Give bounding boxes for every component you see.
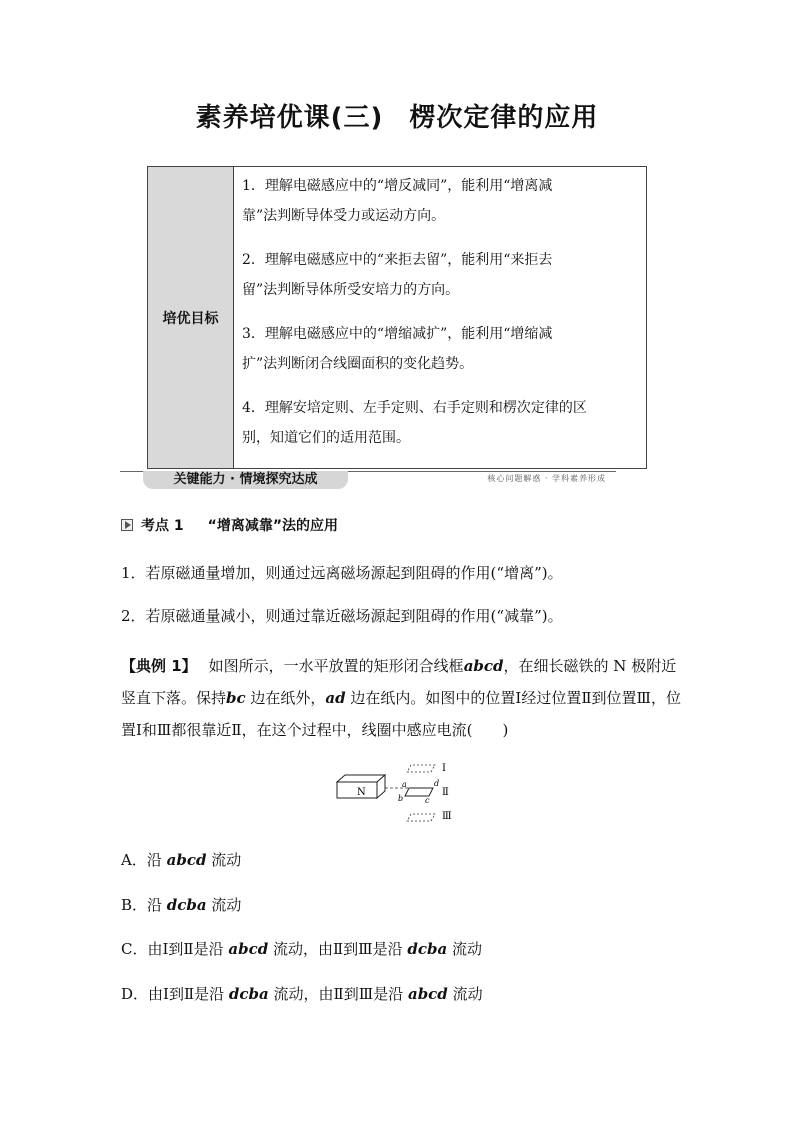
corner-a-label: a (402, 780, 407, 789)
goal-item: 3．理解电磁感应中的“增缩减扩”，能利用“增缩减 扩”法判断闭合线圈面积的变化趋势。 (242, 326, 553, 372)
point-heading (121, 515, 338, 535)
example-text: 【典例 1】 如图所示，一水平放置的矩形闭合线框abcd，在细长磁铁的 N 极附近竖直下落。保持bc 边在纸外，ad 边在纸内。如图中的位置Ⅰ经过位置Ⅱ到位置Ⅲ，位置Ⅰ和Ⅲ都很靠近Ⅱ，在这个过程中，线圈中感应电流( ) (121, 657, 681, 739)
position-1-label: Ⅰ (442, 763, 446, 774)
corner-b-label: b (398, 794, 404, 803)
option-c[interactable]: C．由Ⅰ到Ⅱ是沿 abcd 流动，由Ⅱ到Ⅲ是沿 dcba 流动 (121, 940, 483, 958)
section-band (120, 471, 616, 491)
corner-c-label: c (425, 796, 430, 805)
goal-item: 1．理解电磁感应中的“增反减同”，能利用“增离减 靠”法判断导体受力或运动方向。 (242, 178, 553, 224)
goal-item: 4．理解安培定则、左手定则、右手定则和楞次定律的区 别，知道它们的适用范围。 (242, 400, 587, 446)
corner-d-label: d (434, 779, 440, 788)
example-tag: 【典例 1】 (121, 657, 197, 675)
goal-table (147, 166, 647, 469)
title-part2: 楞次定律的应用 (409, 103, 599, 133)
point-title: “增离减靠”法的应用 (207, 518, 339, 534)
title-part1: 素养培优课(三) (195, 103, 384, 133)
rule-2: 2．若原磁通量减小，则通过靠近磁场源起到阻碍的作用(“减靠”)。 (121, 607, 563, 625)
section-band-subtitle: 核心问题解惑 · 学科素养形成 (487, 474, 606, 483)
magnet-coil-figure (335, 755, 465, 825)
goal-header: 培优目标 (148, 167, 234, 468)
goal-item: 2．理解电磁感应中的“来拒去留”，能利用“来拒去 留”法判断导体所受安培力的方向。 (242, 252, 553, 298)
coil-position-2 (405, 788, 433, 796)
position-3-label: Ⅲ (442, 811, 452, 822)
section-band-tab: 关键能力 · 情境探究达成 (143, 471, 348, 489)
position-2-label: Ⅱ (442, 787, 449, 798)
coil-position-1 (407, 765, 435, 772)
coil-position-3 (407, 814, 435, 821)
play-triangle-icon (121, 519, 133, 531)
magnet-pole-label: N (357, 787, 366, 798)
option-a[interactable]: A．沿 abcd 流动 (121, 851, 242, 869)
option-d[interactable]: D．由Ⅰ到Ⅱ是沿 dcba 流动，由Ⅱ到Ⅲ是沿 abcd 流动 (121, 985, 483, 1003)
goal-list (234, 167, 646, 468)
option-b[interactable]: B．沿 dcba 流动 (121, 896, 242, 914)
rule-1: 1．若原磁通量增加，则通过远离磁场源起到阻碍的作用(“增离”)。 (121, 564, 563, 582)
point-label: 考点 1 (141, 518, 184, 534)
page-title (0, 97, 794, 134)
